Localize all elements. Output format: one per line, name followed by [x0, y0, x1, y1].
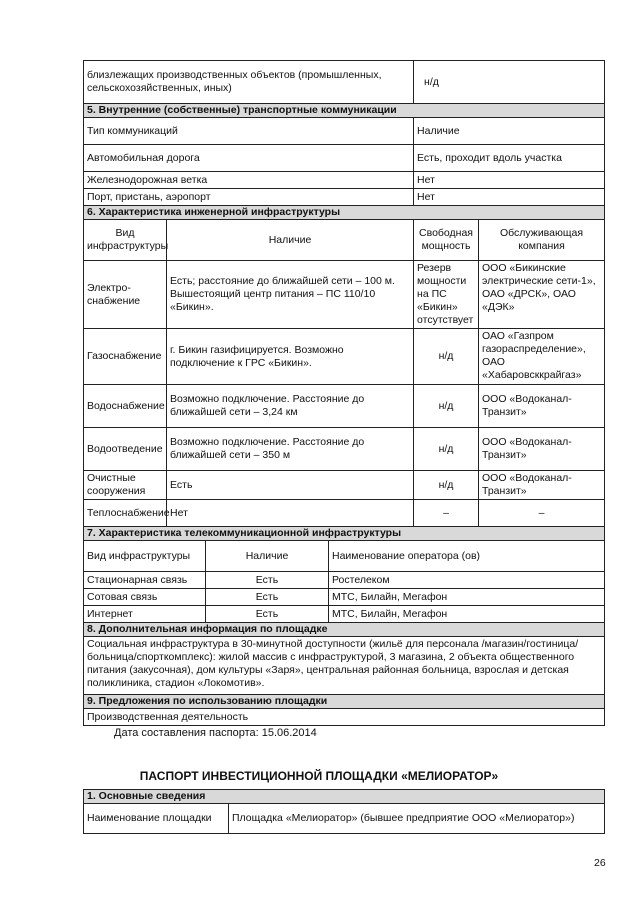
s7-row-operator: Ростелеком — [329, 572, 605, 589]
site-name-label: Наименование площадки — [84, 804, 229, 834]
s6-row-presence: Есть — [167, 471, 414, 500]
s6-row-presence: Нет — [167, 500, 414, 527]
s8-text: Социальная инфраструктура в 30-минутной доступности (жильё для персонала /магазин/гостиница/больница/спорткомплекс): жилой массив с инфраструктурой, 3 магазина, 2 объекта общественного питания (закусочная), дом культуры «Заря», центральная районная больница, взрослая и детская поликлиника, стадион «Локомотив». — [84, 637, 605, 695]
s7-row-presence: Есть — [206, 606, 329, 623]
s7-header-presence: Наличие — [206, 541, 329, 572]
s7-row-kind: Сотовая связь — [84, 589, 206, 606]
s7-row-presence: Есть — [206, 572, 329, 589]
s6-row-capacity: н/д — [414, 428, 479, 471]
site-name-value: Площадка «Мелиоратор» (бывшее предприятие ООО «Мелиоратор») — [229, 804, 605, 834]
s7-row-kind: Интернет — [84, 606, 206, 623]
s6-row-presence: г. Бикин газифицируется. Возможно подключение к ГРС «Бикин». — [167, 329, 414, 385]
s5-row-type: Автомобильная дорога — [84, 145, 414, 172]
cell-nearby-value: н/д — [414, 61, 605, 104]
s6-row-company: ООО «Водоканал-Транзит» — [479, 471, 605, 500]
s5-row-presence: Есть, проходит вдоль участка — [414, 145, 605, 172]
section-5-title: 5. Внутренние (собственные) транспортные коммуникации — [84, 104, 605, 118]
section-7-title: 7. Характеристика телекоммуникационной инфраструктуры — [84, 527, 605, 541]
s6-header-kind: Вид инфраструктуры — [84, 220, 167, 261]
s5-header-presence: Наличие — [414, 118, 605, 145]
s6-row-capacity: н/д — [414, 471, 479, 500]
s6-row-capacity: Резерв мощности на ПС «Бикин» отсутствует — [414, 261, 479, 329]
passport-table-1 — [83, 60, 605, 726]
s7-row-presence: Есть — [206, 589, 329, 606]
s9-text: Производственная деятельность — [84, 709, 605, 726]
passport-table-2 — [83, 789, 605, 834]
passport-title: ПАСПОРТ ИНВЕСТИЦИОННОЙ ПЛОЩАДКИ «МЕЛИОРАТОР» — [139, 769, 499, 783]
s6-row-kind: Электро-снабжение — [84, 261, 167, 329]
section-9-title: 9. Предложения по использованию площадки — [84, 695, 605, 709]
s6-row-kind: Очистные сооружения — [84, 471, 167, 500]
page-number: 26 — [594, 857, 606, 869]
s6-row-presence: Возможно подключение. Расстояние до ближайшей сети – 350 м — [167, 428, 414, 471]
s6-row-capacity: н/д — [414, 329, 479, 385]
s6-row-company: ООО «Водоканал-Транзит» — [479, 385, 605, 428]
s7-row-operator: МТС, Билайн, Мегафон — [329, 589, 605, 606]
s6-header-company: Обслуживающая компания — [479, 220, 605, 261]
s6-row-company: ООО «Бикинские электрические сети-1», ОАО «ДРСК», ОАО «ДЭК» — [479, 261, 605, 329]
s6-row-presence: Есть; расстояние до ближайшей сети – 100 м. Вышестоящий центр питания – ПС 110/10 «Бикин». — [167, 261, 414, 329]
s7-row-kind: Стационарная связь — [84, 572, 206, 589]
s7-header-kind: Вид инфраструктуры — [84, 541, 206, 572]
cell-nearby-objects: близлежащих производственных объектов (промышленных, сельскохозяйственных, иных) — [84, 61, 414, 104]
s5-row-type: Порт, пристань, аэропорт — [84, 189, 414, 206]
s6-row-presence: Возможно подключение. Расстояние до ближайшей сети – 3,24 км — [167, 385, 414, 428]
s6-row-company: ООО «Водоканал-Транзит» — [479, 428, 605, 471]
s6-row-capacity: – — [414, 500, 479, 527]
s6-header-presence: Наличие — [167, 220, 414, 261]
section-8-title: 8. Дополнительная информация по площадке — [84, 623, 605, 637]
s6-row-kind: Водоотведение — [84, 428, 167, 471]
s5-row-presence: Нет — [414, 189, 605, 206]
section-6-title: 6. Характеристика инженерной инфраструктуры — [84, 206, 605, 220]
passport-date: Дата составления паспорта: 15.06.2014 — [114, 727, 317, 739]
s6-row-company: ОАО «Газпром газораспределение», ОАО «Хабаровсккрайгаз» — [479, 329, 605, 385]
s5-header-type: Тип коммуникаций — [84, 118, 414, 145]
s6-row-kind: Теплоснабжение — [84, 500, 167, 527]
s6-header-capacity: Свободная мощность — [414, 220, 479, 261]
s7-row-operator: МТС, Билайн, Мегафон — [329, 606, 605, 623]
s7-header-operator: Наименование оператора (ов) — [329, 541, 605, 572]
s6-row-capacity: н/д — [414, 385, 479, 428]
s5-row-presence: Нет — [414, 172, 605, 189]
s6-row-kind: Водоснабжение — [84, 385, 167, 428]
section-1-title: 1. Основные сведения — [84, 790, 605, 804]
s6-row-company: – — [479, 500, 605, 527]
s6-row-kind: Газоснабжение — [84, 329, 167, 385]
s5-row-type: Железнодорожная ветка — [84, 172, 414, 189]
